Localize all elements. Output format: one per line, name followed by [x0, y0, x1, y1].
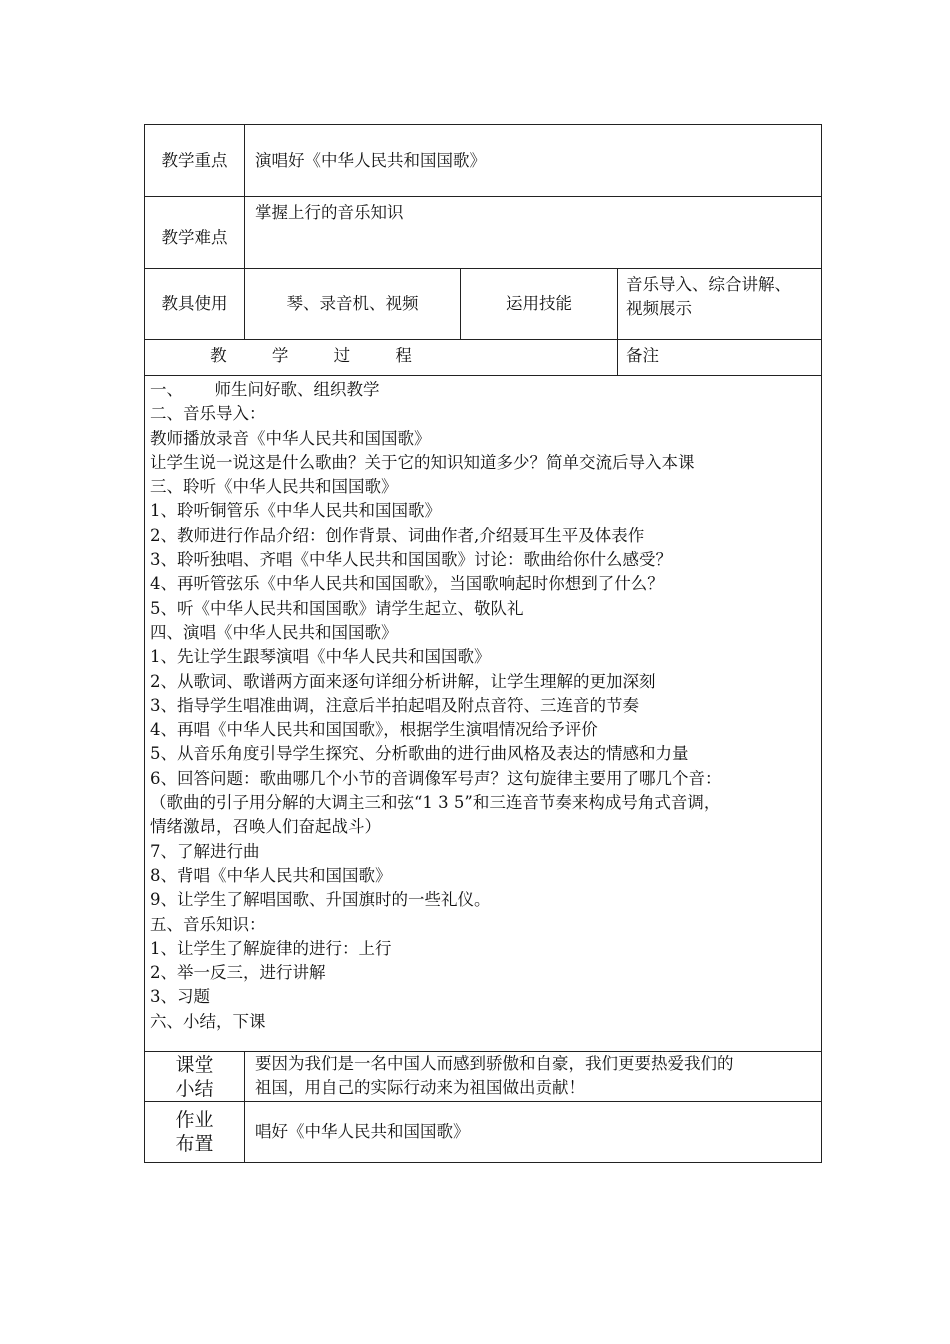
difficulty-label: 教学难点 [145, 197, 245, 269]
skill-value-line-1: 音乐导入、综合讲解、 [626, 275, 791, 294]
process-line: 五、音乐知识： [150, 914, 266, 934]
process-line: 1、让学生了解旋律的进行：上行 [150, 938, 392, 958]
process-line: 一、 师生问好歌、组织教学 [150, 380, 380, 399]
row-difficulty [145, 197, 822, 269]
tools-value: 琴、录音机、视频 [245, 269, 461, 340]
process-line: 8、背唱《中华人民共和国国歌》 [150, 865, 392, 885]
process-line: 5、听《中华人民共和国国歌》请学生起立、敬队礼 [150, 598, 524, 618]
key-point-label: 教学重点 [145, 125, 245, 197]
key-point-value: 演唱好《中华人民共和国国歌》 [245, 125, 822, 197]
summary-value [245, 1052, 822, 1102]
homework-value: 唱好《中华人民共和国国歌》 [245, 1102, 822, 1163]
process-header-label: 教 学 过 程 [210, 346, 432, 365]
notes-header: 备注 [618, 340, 822, 376]
process-line: 教师播放录音《中华人民共和国国歌》 [150, 428, 431, 448]
process-line: 4、再听管弦乐《中华人民共和国国歌》，当国歌响起时你想到了什么？ [150, 574, 664, 594]
process-line: 1、聆听铜管乐《中华人民共和国国歌》 [150, 501, 441, 521]
summary-label [145, 1052, 245, 1102]
process-line: 3、习题 [150, 987, 210, 1007]
process-line: 情绪激昂，召唤人们奋起战斗） [150, 817, 381, 837]
process-line: 二、音乐导入： [150, 404, 266, 424]
process-line: 四、演唱《中华人民共和国国歌》 [150, 622, 398, 642]
process-line: 6、回答问题：歌曲哪几个小节的音调像军号声？这句旋律主要用了哪几个音： [150, 768, 722, 788]
process-line: 三、聆听《中华人民共和国国歌》 [150, 477, 398, 497]
process-line: 让学生说一说这是什么歌曲？关于它的知识知道多少？简单交流后导入本课 [150, 452, 695, 472]
process-line: 六、小结，下课 [150, 1011, 266, 1031]
process-line: 9、让学生了解唱国歌、升国旗时的一些礼仪。 [150, 890, 491, 910]
summary-label-line-2: 小结 [175, 1077, 214, 1100]
tools-label: 教具使用 [145, 269, 245, 340]
process-line: 4、再唱《中华人民共和国国歌》，根据学生演唱情况给予评价 [150, 720, 598, 740]
homework-label [145, 1102, 245, 1163]
process-line: 2、从歌词、歌谱两方面来逐句详细分析讲解，让学生理解的更加深刻 [150, 671, 656, 691]
process-line: 2、举一反三，进行讲解 [150, 963, 326, 983]
process-line: 2、教师进行作品介绍：创作背景、词曲作者,介绍聂耳生平及体表作 [150, 525, 645, 545]
process-line: 3、聆听独唱、齐唱《中华人民共和国国歌》讨论：歌曲给你什么感受？ [150, 550, 672, 570]
skill-value [618, 269, 822, 340]
process-line: 7、了解进行曲 [150, 841, 260, 861]
skill-label: 运用技能 [461, 269, 618, 340]
summary-line-2: 祖国，用自己的实际行动来为祖国做出贡献！ [255, 1078, 585, 1097]
row-process-header [145, 340, 822, 376]
row-summary [145, 1052, 822, 1102]
homework-label-line-2: 布置 [175, 1133, 214, 1155]
process-line: 5、从音乐角度引导学生探究、分析歌曲的进行曲风格及表达的情感和力量 [150, 744, 689, 764]
row-process [145, 376, 822, 1052]
difficulty-value: 掌握上行的音乐知识 [245, 197, 822, 269]
process-content [145, 376, 822, 1052]
lesson-plan-table [144, 124, 822, 1163]
process-lines [150, 378, 817, 1034]
summary-line-1: 要因为我们是一名中国人而感到骄傲和自豪，我们更要热爱我们的 [255, 1054, 734, 1073]
row-tools [145, 269, 822, 340]
homework-label-line-1: 作业 [175, 1109, 214, 1131]
skill-value-line-2: 视频展示 [626, 299, 692, 318]
process-line: 1、先让学生跟琴演唱《中华人民共和国国歌》 [150, 647, 491, 667]
summary-label-line-1: 课堂 [175, 1053, 214, 1076]
row-key-point [145, 125, 822, 197]
process-line: （歌曲的引子用分解的大调主三和弦“1 3 5”和三连音节奏来构成号角式音调， [150, 793, 721, 813]
process-line: 3、指导学生唱准曲调，注意后半拍起唱及附点音符、三连音的节奏 [150, 695, 639, 715]
row-homework [145, 1102, 822, 1163]
process-header [145, 340, 618, 376]
